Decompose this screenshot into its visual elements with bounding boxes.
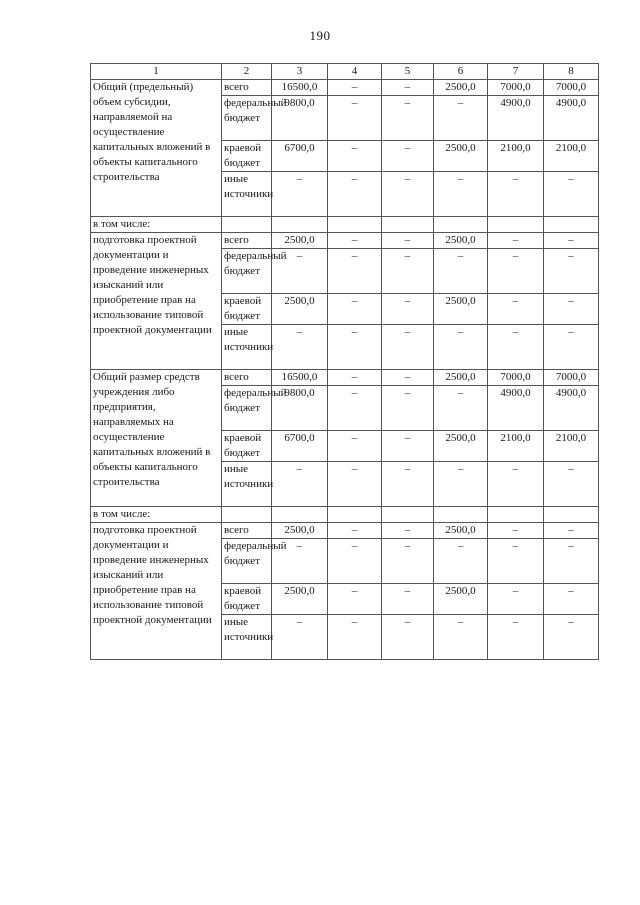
value-cell: – xyxy=(272,539,328,584)
section-label: в том числе: xyxy=(91,217,222,233)
value-cell: 2500,0 xyxy=(272,523,328,539)
value-cell: – xyxy=(328,80,382,96)
value-cell: – xyxy=(382,523,434,539)
item-description: Общий (предельный) объем субсидии, направляемой на осуществление капитальных вложений в объекты капитального строительства xyxy=(91,80,222,217)
value-cell: 2500,0 xyxy=(434,80,488,96)
value-cell: – xyxy=(488,615,544,660)
value-cell: – xyxy=(382,584,434,615)
funding-source: иные источники xyxy=(222,615,272,660)
value-cell: – xyxy=(328,584,382,615)
section-row xyxy=(91,217,599,233)
empty-cell xyxy=(434,217,488,233)
value-cell: 2500,0 xyxy=(434,523,488,539)
value-cell: 2100,0 xyxy=(544,141,599,172)
funding-source: федеральный бюджет xyxy=(222,386,272,431)
value-cell: – xyxy=(382,96,434,141)
empty-cell xyxy=(222,507,272,523)
value-cell: 2500,0 xyxy=(272,294,328,325)
column-header: 7 xyxy=(488,64,544,80)
empty-cell xyxy=(488,217,544,233)
funding-source: всего xyxy=(222,80,272,96)
value-cell: 4900,0 xyxy=(544,386,599,431)
value-cell: – xyxy=(382,539,434,584)
value-cell: – xyxy=(328,370,382,386)
value-cell: – xyxy=(544,584,599,615)
section-row xyxy=(91,507,599,523)
value-cell: – xyxy=(328,431,382,462)
value-cell: – xyxy=(328,462,382,507)
value-cell: – xyxy=(544,172,599,217)
value-cell: – xyxy=(382,80,434,96)
value-cell: 7000,0 xyxy=(488,370,544,386)
table-row xyxy=(91,523,599,539)
empty-cell xyxy=(328,507,382,523)
empty-cell xyxy=(382,507,434,523)
value-cell: 9800,0 xyxy=(272,96,328,141)
value-cell: – xyxy=(328,233,382,249)
column-header: 6 xyxy=(434,64,488,80)
empty-cell xyxy=(434,507,488,523)
value-cell: – xyxy=(434,172,488,217)
funding-source: федеральный бюджет xyxy=(222,96,272,141)
value-cell: – xyxy=(382,172,434,217)
empty-cell xyxy=(272,217,328,233)
value-cell: – xyxy=(328,386,382,431)
value-cell: – xyxy=(434,249,488,294)
value-cell: – xyxy=(544,523,599,539)
value-cell: – xyxy=(382,431,434,462)
value-cell: – xyxy=(488,294,544,325)
value-cell: 4900,0 xyxy=(544,96,599,141)
value-cell: – xyxy=(328,523,382,539)
value-cell: – xyxy=(488,249,544,294)
funding-source: краевой бюджет xyxy=(222,584,272,615)
value-cell: 2500,0 xyxy=(434,141,488,172)
value-cell: – xyxy=(488,539,544,584)
value-cell: – xyxy=(328,539,382,584)
value-cell: – xyxy=(544,539,599,584)
empty-cell xyxy=(544,217,599,233)
value-cell: 2500,0 xyxy=(434,370,488,386)
value-cell: – xyxy=(272,615,328,660)
budget-table xyxy=(90,63,599,660)
column-header: 2 xyxy=(222,64,272,80)
value-cell: 2100,0 xyxy=(488,141,544,172)
value-cell: – xyxy=(328,96,382,141)
value-cell: 2500,0 xyxy=(434,431,488,462)
value-cell: – xyxy=(488,172,544,217)
funding-source: краевой бюджет xyxy=(222,294,272,325)
value-cell: 2500,0 xyxy=(434,584,488,615)
value-cell: – xyxy=(382,325,434,370)
empty-cell xyxy=(272,507,328,523)
value-cell: – xyxy=(488,523,544,539)
value-cell: – xyxy=(328,249,382,294)
value-cell: – xyxy=(544,462,599,507)
value-cell: – xyxy=(434,462,488,507)
value-cell: 7000,0 xyxy=(488,80,544,96)
table-body xyxy=(91,80,599,660)
value-cell: 2500,0 xyxy=(434,294,488,325)
value-cell: 6700,0 xyxy=(272,431,328,462)
empty-cell xyxy=(222,217,272,233)
funding-source: иные источники xyxy=(222,172,272,217)
value-cell: 2100,0 xyxy=(488,431,544,462)
value-cell: – xyxy=(382,386,434,431)
value-cell: – xyxy=(272,325,328,370)
column-header: 1 xyxy=(91,64,222,80)
value-cell: – xyxy=(434,96,488,141)
value-cell: – xyxy=(272,249,328,294)
value-cell: – xyxy=(382,141,434,172)
value-cell: – xyxy=(434,539,488,584)
item-description: Общий размер средств учреждения либо предприятия, направляемых на осуществление капитальных вложений в объекты капитального строительства xyxy=(91,370,222,507)
value-cell: – xyxy=(382,249,434,294)
funding-source: краевой бюджет xyxy=(222,431,272,462)
funding-source: краевой бюджет xyxy=(222,141,272,172)
column-header: 4 xyxy=(328,64,382,80)
value-cell: 2500,0 xyxy=(272,233,328,249)
column-header: 5 xyxy=(382,64,434,80)
funding-source: всего xyxy=(222,523,272,539)
value-cell: 2100,0 xyxy=(544,431,599,462)
funding-source: федеральный бюджет xyxy=(222,249,272,294)
empty-cell xyxy=(382,217,434,233)
table-row xyxy=(91,233,599,249)
empty-cell xyxy=(544,507,599,523)
value-cell: 9800,0 xyxy=(272,386,328,431)
item-description: подготовка проектной документации и проведение инженерных изысканий или приобретение прав на использование типовой проектной документации xyxy=(91,233,222,370)
value-cell: – xyxy=(434,325,488,370)
table-header-row xyxy=(91,64,599,80)
value-cell: – xyxy=(328,325,382,370)
value-cell: – xyxy=(544,233,599,249)
value-cell: – xyxy=(272,462,328,507)
value-cell: – xyxy=(434,615,488,660)
value-cell: – xyxy=(382,615,434,660)
value-cell: – xyxy=(382,294,434,325)
funding-source: всего xyxy=(222,370,272,386)
item-description: подготовка проектной документации и проведение инженерных изысканий или приобретение прав на использование типовой проектной документации xyxy=(91,523,222,660)
value-cell: – xyxy=(328,172,382,217)
value-cell: – xyxy=(488,462,544,507)
value-cell: – xyxy=(488,325,544,370)
value-cell: 4900,0 xyxy=(488,96,544,141)
value-cell: 2500,0 xyxy=(434,233,488,249)
value-cell: – xyxy=(544,615,599,660)
value-cell: 7000,0 xyxy=(544,370,599,386)
value-cell: 16500,0 xyxy=(272,370,328,386)
value-cell: 7000,0 xyxy=(544,80,599,96)
value-cell: – xyxy=(272,172,328,217)
value-cell: 4900,0 xyxy=(488,386,544,431)
value-cell: – xyxy=(434,386,488,431)
value-cell: – xyxy=(382,370,434,386)
column-header: 3 xyxy=(272,64,328,80)
value-cell: – xyxy=(382,233,434,249)
value-cell: 16500,0 xyxy=(272,80,328,96)
value-cell: – xyxy=(328,141,382,172)
page-number: 190 xyxy=(309,28,331,43)
section-label: в том числе: xyxy=(91,507,222,523)
value-cell: 6700,0 xyxy=(272,141,328,172)
value-cell: – xyxy=(382,462,434,507)
funding-source: иные источники xyxy=(222,462,272,507)
table-row xyxy=(91,80,599,96)
value-cell: – xyxy=(328,294,382,325)
funding-source: всего xyxy=(222,233,272,249)
value-cell: – xyxy=(328,615,382,660)
empty-cell xyxy=(488,507,544,523)
empty-cell xyxy=(328,217,382,233)
value-cell: – xyxy=(544,325,599,370)
value-cell: – xyxy=(488,584,544,615)
column-header: 8 xyxy=(544,64,599,80)
funding-source: федеральный бюджет xyxy=(222,539,272,584)
table-row xyxy=(91,370,599,386)
funding-source: иные источники xyxy=(222,325,272,370)
value-cell: – xyxy=(488,233,544,249)
value-cell: 2500,0 xyxy=(272,584,328,615)
value-cell: – xyxy=(544,294,599,325)
value-cell: – xyxy=(544,249,599,294)
